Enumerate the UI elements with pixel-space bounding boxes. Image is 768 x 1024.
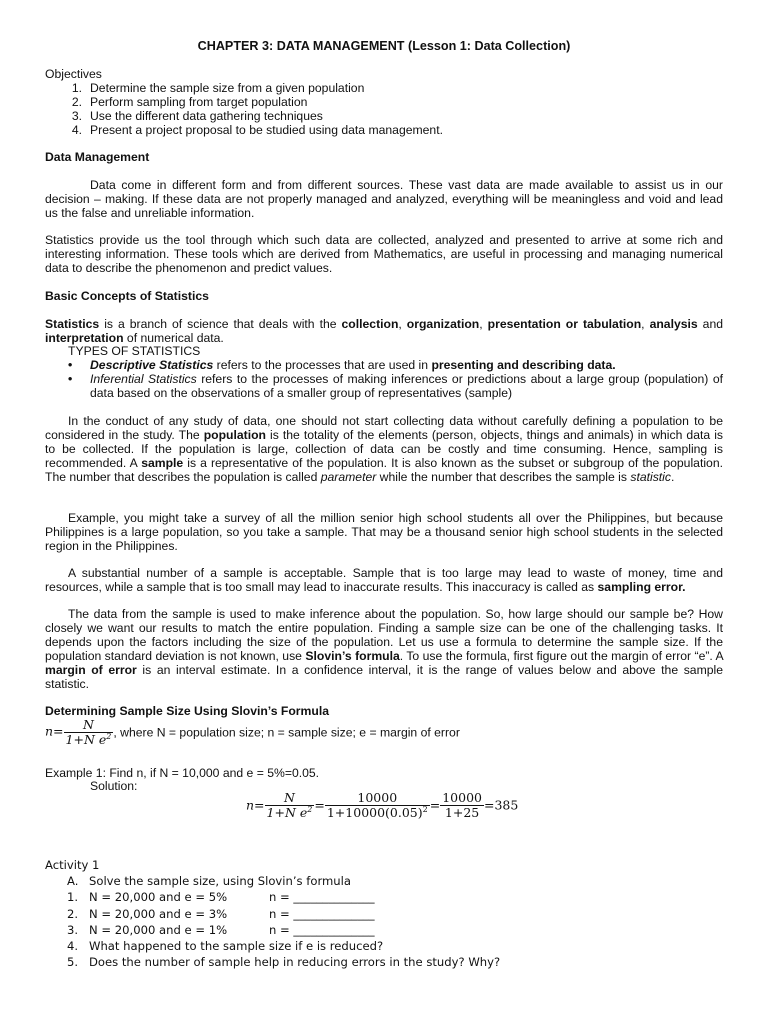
slovin-formula-line xyxy=(45,718,723,758)
text-run: . xyxy=(670,470,675,484)
question-number: 5. xyxy=(67,955,79,970)
objective-item xyxy=(45,123,723,137)
statistics-definition xyxy=(45,317,723,345)
objective-text: Present a project proposal to be studied using data management. xyxy=(90,123,443,137)
text-run: is an interval estimate. In a confidence interval, it is the range of values below and above the sample statistic. xyxy=(45,663,723,691)
text-run: . To use the formula, first figure out the margin of error “e”. A xyxy=(399,649,724,663)
item-number: 2. xyxy=(67,906,79,921)
text-run: population xyxy=(203,428,266,442)
answer-blank[interactable]: n = ______________ xyxy=(269,922,375,937)
example-1-computation xyxy=(246,791,518,820)
objective-text: Perform sampling from target population xyxy=(90,95,308,109)
text-run: Descriptive Statistics xyxy=(90,358,214,372)
activity-title: Activity 1 xyxy=(45,858,100,872)
slovin-formula-numerator: N xyxy=(64,718,114,733)
objectives-section xyxy=(45,67,723,137)
objective-number: 4. xyxy=(71,123,82,137)
computation-fraction-3 xyxy=(440,791,484,820)
activity-item xyxy=(45,889,723,905)
item-text: N = 20,000 and e = 3% xyxy=(89,906,228,921)
fraction-2-exponent: 2 xyxy=(422,804,428,814)
text-run: The data from the sample is used to make inference about the population. So, how large should our sample be? How closely we want our results to match the entire population. Finding a sample size can be one of the challenging tasks. It depends upon the factors including the size of the population. Let us use a formula to determine the sample size. If the population standard deviation is not known, use xyxy=(45,607,723,663)
types-of-statistics-list xyxy=(45,358,723,400)
example-paragraph: Example, you might take a survey of all the million senior high school students all over the Philippines, but because Philippines is a large population, so you take a sample. That may be a thousand senior high school students in the selected region in the Philippines. xyxy=(45,511,723,553)
question-text: Does the number of sample help in reducing errors in the study? Why? xyxy=(89,955,501,970)
text-run: organization xyxy=(406,317,480,331)
basic-concepts-heading: Basic Concepts of Statistics xyxy=(45,289,209,303)
fraction-2-denominator-base: 1+10000(0.05) xyxy=(326,805,423,820)
part-label: A. xyxy=(67,874,79,889)
text-run: , xyxy=(641,317,650,331)
text-run: is a branch of science that deals with the xyxy=(99,317,342,331)
question-number: 4. xyxy=(67,939,79,954)
text-run: of numerical data. xyxy=(123,331,224,345)
objective-number: 1. xyxy=(71,81,82,95)
item-text: N = 20,000 and e = 5% xyxy=(89,890,228,905)
part-instruction: Solve the sample size, using Slovin’s formula xyxy=(89,874,351,889)
text-run: is a representative of the population. It is also known as the subset or subgroup of the population. The number that describes the population is called xyxy=(45,456,723,484)
text-run: analysis xyxy=(649,317,698,331)
text-run: A substantial number of a sample is acceptable. Sample that is too large may lead to waste of money, time and resources, while a sample that is too small may lead to inaccurate results. This inaccuracy is called as xyxy=(45,566,723,594)
objective-item xyxy=(45,81,723,95)
item-number: 1. xyxy=(67,890,79,905)
text-run: Statistics xyxy=(45,317,100,331)
slovin-denominator-exponent: 2 xyxy=(106,731,112,741)
data-management-heading: Data Management xyxy=(45,150,150,164)
population-paragraph xyxy=(45,414,723,484)
computation-result: =385 xyxy=(483,797,519,813)
objective-text: Determine the sample size from a given population xyxy=(90,81,365,95)
activity-section xyxy=(45,857,723,970)
activity-question xyxy=(45,938,723,954)
objective-item xyxy=(45,95,723,109)
text-run: refers to the processes of making inferences or predictions about a large group (population) of data based on the observations of a smaller group of representatives (sample) xyxy=(90,372,723,400)
statistics-type-item xyxy=(45,358,723,372)
activity-item xyxy=(45,922,723,938)
statistics-type-text xyxy=(90,372,723,400)
statistics-type-text xyxy=(90,358,616,372)
activity-item xyxy=(45,906,723,922)
activity-part-a xyxy=(45,873,723,889)
text-run: Slovin’s formula xyxy=(305,649,400,663)
inference-paragraph xyxy=(45,607,723,691)
objective-number: 2. xyxy=(71,95,82,109)
objective-item xyxy=(45,109,723,123)
text-run: presentation or tabulation xyxy=(487,317,642,331)
text-run: sample xyxy=(141,456,184,470)
fraction-2-numerator: 10000 xyxy=(325,791,430,806)
text-run: In the conduct of any study of data, one should not start collecting data without carefully defining a population to be considered in the study. The xyxy=(45,414,723,442)
text-run: collection xyxy=(341,317,399,331)
text-run: , xyxy=(479,317,488,331)
bullet-icon: • xyxy=(68,372,73,386)
bullet-icon: • xyxy=(68,358,73,372)
slovin-description: , where N = population size; n = sample size; e = margin of error xyxy=(113,725,460,740)
fraction-2-denominator xyxy=(325,806,430,820)
text-run: is the totality of the elements (person, objects, things and animals) in which data is to be collected. If the population is large, collection of data can be costly and time consuming. Hence, sampling is recommended. A xyxy=(45,428,723,470)
item-text: N = 20,000 and e = 1% xyxy=(89,922,228,937)
slovin-formula-fraction xyxy=(64,718,114,747)
text-run: refers to the processes that are used in xyxy=(213,358,432,372)
objective-number: 3. xyxy=(71,109,82,123)
fraction-1-denominator-base: 1+N e xyxy=(266,805,308,820)
types-of-statistics-label: TYPES OF STATISTICS xyxy=(68,344,201,358)
computation-fraction-2 xyxy=(325,791,430,820)
computation-fraction-1 xyxy=(265,791,315,820)
slovin-formula-denominator xyxy=(64,733,114,747)
objectives-list xyxy=(45,81,723,137)
text-run: sampling error. xyxy=(597,580,686,594)
chapter-title: CHAPTER 3: DATA MANAGEMENT (Lesson 1: Data Collection) xyxy=(197,39,571,53)
text-run: margin of error xyxy=(45,663,137,677)
computation-lhs: n= xyxy=(246,797,265,813)
text-run: , xyxy=(398,317,407,331)
slovin-formula-lhs: n= xyxy=(45,723,64,739)
equals-sign: = xyxy=(314,797,325,813)
fraction-1-numerator: N xyxy=(265,791,315,806)
objective-text: Use the different data gathering techniques xyxy=(90,109,323,123)
answer-blank[interactable]: n = ______________ xyxy=(269,906,375,921)
text-run: while the number that describes the sample is xyxy=(376,470,631,484)
text-run: statistic xyxy=(630,470,671,484)
equals-sign: = xyxy=(429,797,441,813)
fraction-3-denominator: 1+25 xyxy=(444,805,480,820)
activity-question xyxy=(45,954,723,970)
question-text: What happened to the sample size if e is reduced? xyxy=(89,939,384,954)
text-run: and xyxy=(697,317,723,331)
text-run: parameter xyxy=(320,470,377,484)
answer-blank[interactable]: n = ______________ xyxy=(269,890,375,905)
slovin-denominator-base: 1+N e xyxy=(65,732,107,747)
fraction-1-exponent: 2 xyxy=(307,804,313,814)
sampling-error-paragraph xyxy=(45,566,723,594)
data-management-paragraph-2: Statistics provide us the tool through which such data are collected, analyzed and presented to arrive at some rich and interesting information. These tools which are derived from Mathematics, are useful in processing and managing numerical data to describe the phenomenon and predict values. xyxy=(45,233,723,275)
statistics-type-item xyxy=(45,372,723,400)
text-run: interpretation xyxy=(45,331,124,345)
item-number: 3. xyxy=(67,922,79,937)
example-1-solution-label: Solution: xyxy=(90,779,138,793)
fraction-3-numerator: 10000 xyxy=(442,790,482,805)
fraction-1-denominator xyxy=(265,806,315,820)
slovin-heading: Determining Sample Size Using Slovin’s Formula xyxy=(45,704,329,718)
text-run: Inferential Statistics xyxy=(90,372,197,386)
text-run: presenting and describing data. xyxy=(431,358,616,372)
example-1-prompt: Example 1: Find n, if N = 10,000 and e = 5%=0.05. xyxy=(45,766,320,780)
objectives-label: Objectives xyxy=(45,67,102,81)
data-management-paragraph-1: Data come in different form and from different sources. These vast data are made available to assist us in our decision – making. If these data are not properly managed and analyzed, everything will be meaningless and void and lead us the false and unreliable information. xyxy=(45,178,723,220)
